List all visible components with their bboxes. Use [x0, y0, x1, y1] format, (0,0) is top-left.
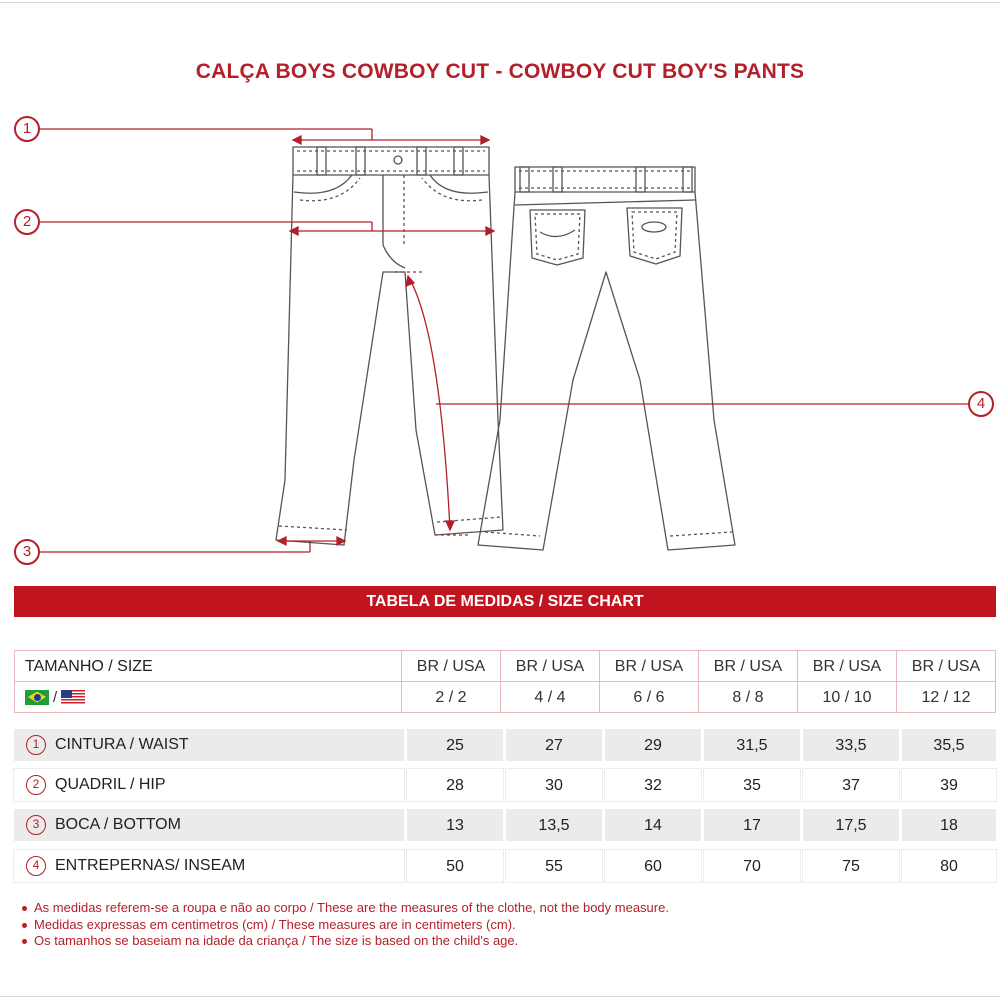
flags: [15, 682, 401, 712]
row-label-text: BOCA / BOTTOM: [55, 816, 181, 833]
bullet-icon: [22, 906, 27, 911]
table-cell: 18: [902, 809, 996, 841]
marker-1: 1: [14, 116, 40, 142]
table-row-inseam: [14, 850, 996, 882]
bottom-border: [0, 996, 1000, 997]
size-column-header: [797, 651, 896, 712]
size-column-header: [401, 651, 500, 712]
size-header-label-cell: [15, 651, 401, 712]
footnote: [22, 933, 669, 950]
size-value: 4 / 4: [534, 689, 566, 706]
table-cell: 37: [803, 769, 899, 801]
table-cell: 32: [605, 769, 701, 801]
marker-2: 2: [14, 209, 40, 235]
size-header: [14, 650, 996, 713]
table-row-bottom: [14, 809, 996, 841]
column-label: BR / USA: [402, 651, 500, 682]
row-label-text: CINTURA / WAIST: [55, 736, 189, 753]
table-cell: 70: [704, 850, 800, 882]
size-column-header: [599, 651, 698, 712]
size-chart-banner: TABELA DE MEDIDAS / SIZE CHART: [14, 586, 996, 617]
footnote: [22, 917, 669, 934]
size-column-header: [698, 651, 797, 712]
table-cell: 50: [407, 850, 503, 882]
table-cell: 13: [407, 809, 503, 841]
row-label: [14, 769, 404, 801]
row-label: [14, 850, 404, 882]
table-cell: 17: [704, 809, 800, 841]
table-row-waist: [14, 729, 996, 761]
table-cell: 30: [506, 769, 602, 801]
row-number-badge: 3: [26, 815, 46, 835]
footnote-text: As medidas referem-se a roupa e não ao corpo / These are the measures of the clothe, not the body measure.: [34, 900, 669, 915]
size-value: 12 / 12: [921, 689, 971, 706]
column-label: BR / USA: [897, 651, 995, 682]
size-value: 10 / 10: [822, 689, 872, 706]
column-label: BR / USA: [798, 651, 896, 682]
table-cell: 27: [506, 729, 602, 761]
table-cell: 60: [605, 850, 701, 882]
row-number-badge: 2: [26, 775, 46, 795]
size-value: 2 / 2: [435, 689, 467, 706]
size-column-header: [500, 651, 599, 712]
brazil-flag-icon: [25, 690, 49, 705]
marker-3: 3: [14, 539, 40, 565]
row-label-text: QUADRIL / HIP: [55, 776, 166, 793]
page-title: CALÇA BOYS COWBOY CUT - COWBOY CUT BOY'S PANTS: [195, 60, 805, 83]
flag-separator: /: [53, 688, 58, 706]
footnotes: [22, 900, 669, 950]
size-label: TAMANHO / SIZE: [15, 651, 401, 682]
table-cell: 75: [803, 850, 899, 882]
table-cell: 55: [506, 850, 602, 882]
table-cell: 80: [902, 850, 996, 882]
table-row-hip: [14, 769, 996, 801]
row-number-badge: 1: [26, 735, 46, 755]
table-cell: 33,5: [803, 729, 899, 761]
footnote-text: Medidas expressas em centimetros (cm) / These measures are in centimeters (cm).: [34, 916, 516, 932]
size-value: 6 / 6: [633, 689, 665, 706]
marker-4: 4: [968, 391, 994, 417]
row-label-text: ENTREPERNAS/ INSEAM: [55, 857, 246, 874]
row-label: [14, 729, 404, 761]
front-pants-drawing: [276, 147, 503, 545]
table-cell: 35: [704, 769, 800, 801]
column-label: BR / USA: [600, 651, 698, 682]
table-cell: 13,5: [506, 809, 602, 841]
back-pants-drawing: [478, 167, 735, 550]
table-cell: 17,5: [803, 809, 899, 841]
row-number-badge: 4: [26, 856, 46, 876]
table-cell: 14: [605, 809, 701, 841]
column-label: BR / USA: [501, 651, 599, 682]
table-cell: 39: [902, 769, 996, 801]
row-label: [14, 809, 404, 841]
table-cell: 28: [407, 769, 503, 801]
table-cell: 25: [407, 729, 503, 761]
size-value: 8 / 8: [732, 689, 764, 706]
table-cell: 29: [605, 729, 701, 761]
bullet-icon: [22, 939, 27, 944]
table-cell: 31,5: [704, 729, 800, 761]
size-column-header: [896, 651, 995, 712]
footnote-text: Os tamanhos se baseiam na idade da criança / The size is based on the child's age.: [34, 933, 519, 948]
bullet-icon: [22, 923, 27, 928]
usa-flag-icon: [61, 690, 85, 705]
footnote: [22, 900, 669, 917]
table-cell: 35,5: [902, 729, 996, 761]
column-label: BR / USA: [699, 651, 797, 682]
